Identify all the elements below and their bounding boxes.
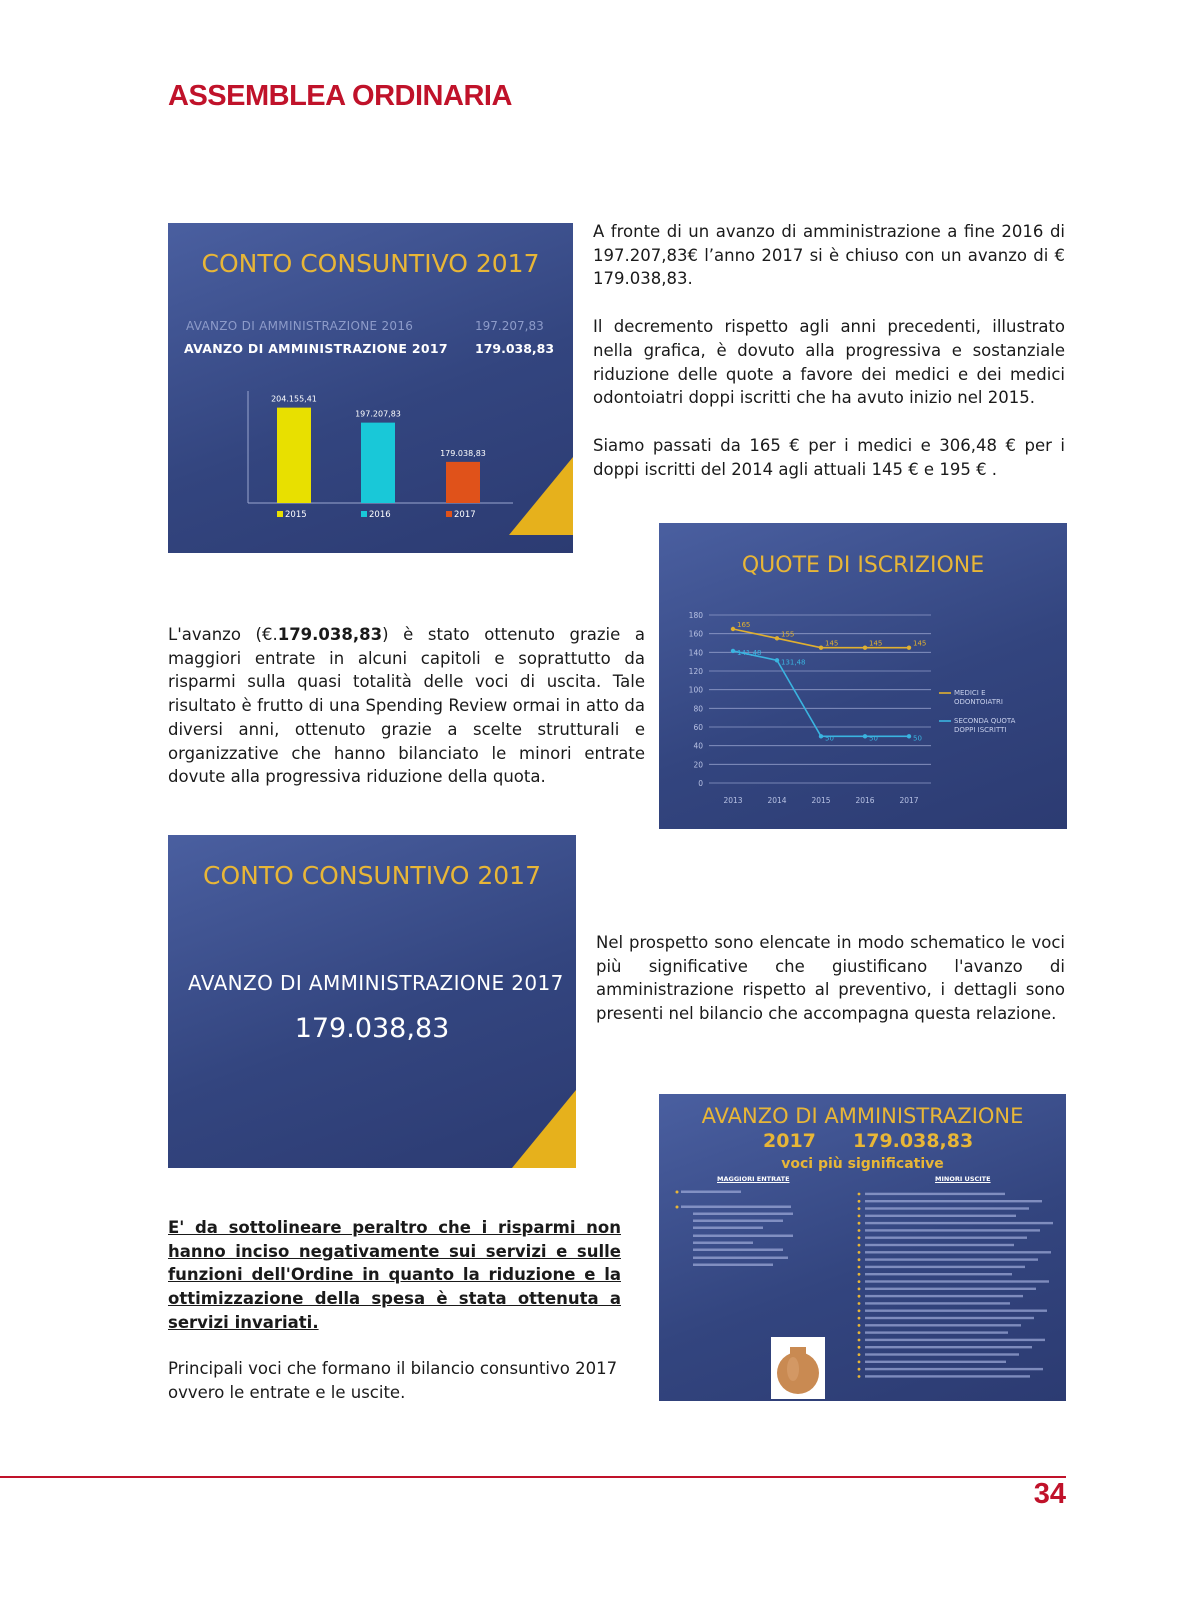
bullet-text-line: [865, 1280, 1049, 1282]
series-line-0: [733, 629, 909, 648]
bullet-dot: [858, 1244, 861, 1247]
series-point: [731, 627, 735, 631]
bullet-dot: [858, 1251, 861, 1254]
bar-2017: [446, 462, 480, 503]
y-tick-label: 80: [693, 704, 703, 714]
bullet-text-line: [865, 1331, 1008, 1333]
bullet-dot: [858, 1258, 861, 1261]
slide-voci-significative: [659, 1094, 1066, 1401]
series-point: [775, 636, 779, 640]
y-tick-label: 120: [688, 667, 703, 676]
legend-swatch-2015: [277, 511, 283, 517]
y-tick-label: 60: [693, 723, 703, 732]
bullet-text-line: [865, 1258, 1038, 1260]
bar-2015: [277, 408, 311, 503]
bullet-text-line: [865, 1302, 1010, 1304]
avanzo-2016-value: 197.207,83: [475, 319, 544, 333]
bullet-dot: [858, 1331, 861, 1334]
bullet-dot: [858, 1288, 861, 1291]
legend-label-1: SECONDA QUOTA: [954, 717, 1016, 725]
point-label: 141,48: [737, 648, 762, 657]
bullet-list-illegible: [659, 1094, 1066, 1401]
bullet-dot: [858, 1353, 861, 1356]
bullet-text-line: [865, 1375, 1030, 1377]
bullet-text-line: [865, 1222, 1053, 1224]
series-point: [775, 658, 779, 662]
slide-title: CONTO CONSUNTIVO 2017: [201, 249, 540, 278]
point-label: 145: [825, 639, 839, 648]
x-tick-label: 2016: [855, 796, 875, 805]
point-label: 165: [737, 621, 751, 629]
y-tick-label: 0: [698, 779, 703, 788]
bullet-dot: [858, 1280, 861, 1283]
legend-label-2016: 2016: [369, 510, 391, 520]
bullet-text-line: [693, 1227, 763, 1230]
bullet-text-line: [693, 1257, 788, 1260]
bullet-text-line: [693, 1242, 753, 1245]
point-label: 131,48: [781, 658, 806, 667]
bar-value-label: 197.207,83: [355, 409, 401, 419]
bullet-dot: [858, 1266, 861, 1269]
avanzo-2017-value: 179.038,83: [294, 1013, 450, 1044]
slide-conto-consuntivo-chart: [168, 223, 573, 553]
footer-rule: [0, 1476, 1066, 1478]
line-chart: [659, 523, 1067, 829]
legend-swatch-2017: [446, 511, 452, 517]
point-label: 50: [869, 734, 878, 743]
bullet-dot: [858, 1295, 861, 1298]
bullet-dot: [858, 1193, 861, 1196]
bullet-text-line: [865, 1288, 1036, 1290]
avanzo-2017-value: 179.038,83: [475, 341, 555, 356]
bullet-text-line: [865, 1251, 1051, 1253]
bullet-dot: [858, 1361, 861, 1364]
paragraph-risparmi-servizi: E' da sottolineare peraltro che i risparmi non hanno inciso negativamente sui servizi e sulle funzioni dell'Ordine in quanto la riduzione e la ottimizzazione della spesa è stata ottenuta a servizi invariati.: [168, 1218, 621, 1332]
legend-label-1-cont: DOPPI ISCRITTI: [954, 726, 1007, 734]
col-right-header: MINORI USCITE: [935, 1175, 991, 1183]
bullet-text-line: [865, 1229, 1040, 1231]
y-tick-label: 100: [688, 685, 703, 695]
bullet-dot: [858, 1324, 861, 1327]
y-tick-label: 140: [688, 648, 703, 658]
point-label: 145: [869, 639, 883, 648]
bullet-dot: [858, 1200, 861, 1203]
bullet-text-line: [693, 1213, 793, 1216]
series-point: [907, 734, 911, 738]
bullet-text-line: [865, 1193, 1005, 1195]
bullet-dot: [858, 1309, 861, 1312]
y-tick-label: 40: [693, 741, 703, 751]
series-point: [907, 645, 911, 649]
bar-value-label: 204.155,41: [271, 394, 317, 404]
bullet-dot: [858, 1317, 861, 1320]
bullet-dot: [858, 1339, 861, 1342]
decorative-triangle: [509, 457, 573, 535]
bullet-text-line: [865, 1273, 1012, 1275]
slide-subtitle: voci più significative: [781, 1156, 944, 1172]
piggy-bank-icon: [771, 1337, 825, 1399]
bullet-text-line: [865, 1368, 1043, 1370]
x-tick-label: 2014: [767, 796, 787, 805]
bullet-dot: [858, 1302, 861, 1305]
bullet-dot: [858, 1222, 861, 1225]
bullet-text-line: [865, 1317, 1034, 1319]
bullet-text-line: [693, 1249, 783, 1252]
avanzo-2017-label: AVANZO DI AMMINISTRAZIONE 2017: [188, 971, 564, 995]
slide-value: 179.038,83: [853, 1130, 974, 1152]
bullet-text-line: [865, 1353, 1019, 1355]
series-point: [863, 645, 867, 649]
bullet-dot: [858, 1273, 861, 1276]
bullet-dot: [676, 1191, 679, 1194]
series-point: [819, 645, 823, 649]
slide-title: AVANZO DI AMMINISTRAZIONE: [701, 1104, 1024, 1128]
series-point: [863, 734, 867, 738]
y-tick-label: 160: [688, 629, 703, 639]
bullet-dot: [676, 1206, 679, 1209]
bullet-dot: [858, 1207, 861, 1210]
bullet-text-line: [865, 1266, 1025, 1268]
bullet-text-line: [865, 1207, 1029, 1209]
x-tick-label: 2015: [811, 796, 831, 805]
paragraph-decremento: Il decremento rispetto agli anni precedenti, illustrato nella grafica, è dovuto alla progressiva e sostanziale riduzione delle quote a favore dei medici e dei medici odontoiatri doppi iscritti che ha avuto inizio nel 2015.: [593, 317, 1065, 408]
avanzo-2017-label: AVANZO DI AMMINISTRAZIONE 2017: [184, 341, 448, 356]
bullet-dot: [858, 1215, 861, 1218]
slide-title: CONTO CONSUNTIVO 2017: [203, 861, 541, 890]
bar-value-label: 179.038,83: [440, 448, 486, 458]
bullet-text-line: [865, 1295, 1023, 1297]
point-label: 155: [781, 630, 795, 639]
bullet-dot: [858, 1236, 861, 1239]
x-tick-label: 2017: [899, 796, 919, 805]
page-title: ASSEMBLEA ORDINARIA: [168, 80, 512, 112]
legend-swatch-2016: [361, 511, 367, 517]
point-label: 145: [913, 639, 927, 648]
paragraph-prospetto: Nel prospetto sono elencate in modo schematico le voci più significative che giustificano l'avanzo di amministrazione rispetto al preventivo, i dettagli sono presenti nel bilancio che accompagna questa relazione.: [596, 933, 1065, 1024]
bullet-text-line: [693, 1235, 793, 1238]
legend-label-2017: 2017: [454, 510, 476, 520]
series-point: [819, 734, 823, 738]
bullet-text-line: [865, 1339, 1045, 1341]
paragraph-avanzo-2016: A fronte di un avanzo di amministrazione a fine 2016 di 197.207,83€ l’anno 2017 si è chiuso con un avanzo di € 179.038,83.: [593, 222, 1065, 289]
slide-conto-consuntivo-avanzo: [168, 835, 576, 1168]
series-point: [731, 649, 735, 653]
bullet-text-line: [865, 1215, 1016, 1217]
bullet-text-line: [865, 1244, 1014, 1246]
series-line-1: [733, 648, 909, 736]
bullet-text-line: [681, 1206, 791, 1209]
bullet-text-line: [865, 1310, 1047, 1312]
y-tick-label: 20: [693, 760, 703, 770]
paragraph-quote: Siamo passati da 165 € per i medici e 306,48 € per i doppi iscritti del 2014 agli attuali 145 € e 195 € .: [593, 435, 1065, 479]
bullet-text-line: [865, 1200, 1042, 1202]
point-label: 50: [825, 734, 834, 743]
slide-title: QUOTE DI ISCRIZIONE: [741, 553, 985, 578]
bullet-text-line: [865, 1361, 1006, 1363]
bullet-text-line: [865, 1324, 1021, 1326]
bullet-text-line: [865, 1346, 1032, 1348]
bullet-text-line: [693, 1264, 773, 1267]
y-tick-label: 180: [688, 611, 703, 620]
bar-2016: [361, 423, 395, 503]
bullet-text-line: [865, 1237, 1027, 1239]
point-label: 50: [913, 734, 922, 743]
page-number: 34: [1033, 1478, 1066, 1510]
col-left-header: MAGGIORI ENTRATE: [717, 1175, 790, 1183]
bullet-text-line: [693, 1220, 783, 1223]
bullet-dot: [858, 1229, 861, 1232]
legend-label-2015: 2015: [285, 510, 307, 520]
bullet-dot: [858, 1368, 861, 1371]
slide-quote-iscrizione: [659, 523, 1067, 829]
decorative-triangle: [512, 1090, 576, 1168]
bullet-text-line: [681, 1191, 741, 1194]
legend-label-0: MEDICI E: [954, 689, 986, 697]
legend-label-0-cont: ODONTOIATRI: [954, 698, 1003, 706]
slide-year: 2017: [763, 1130, 816, 1152]
avanzo-2016-label: AVANZO DI AMMINISTRAZIONE 2016: [186, 319, 414, 333]
x-tick-label: 2013: [723, 796, 743, 805]
bullet-dot: [858, 1375, 861, 1378]
paragraph-principali-voci: Principali voci che formano il bilancio consuntivo 2017 ovvero le entrate e le uscite.: [168, 1359, 618, 1402]
paragraph-avanzo-spending-review: L'avanzo (€.179.038,83) è stato ottenuto grazie a maggiori entrate in alcuni capitoli e soprattutto da risparmi sulla quasi totalità delle voci di uscita. Tale risultato è frutto di una Spending Review ormai in atto da diversi anni, ottenuto grazie a scelte strutturali e organizzative che hanno bilanciato le minori entrate dovute alla progressiva riduzione della quota.: [168, 625, 645, 787]
bullet-dot: [858, 1346, 861, 1349]
